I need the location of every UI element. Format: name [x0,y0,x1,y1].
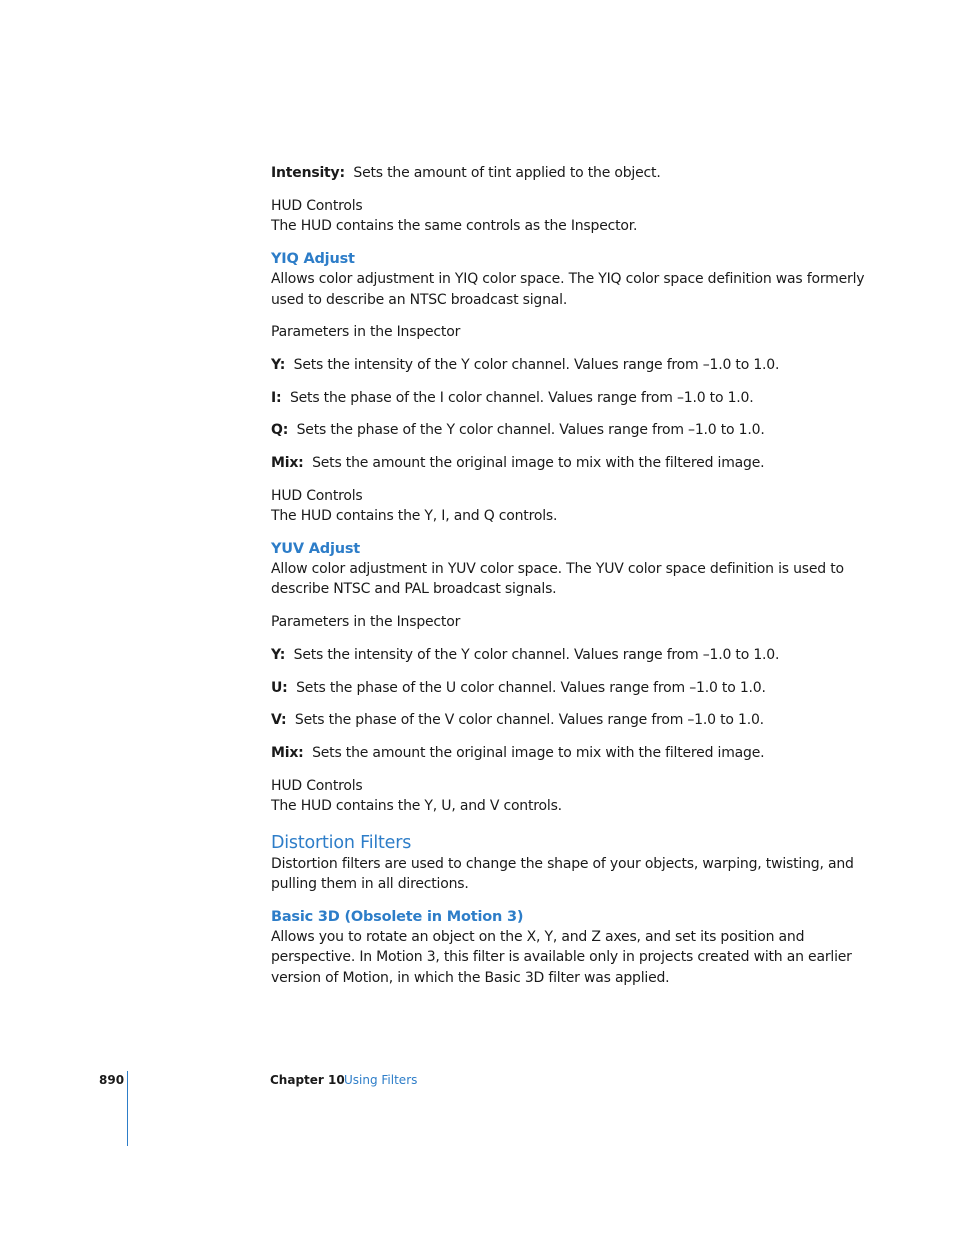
intensity-param [271,163,661,183]
hud-controls-heading: HUD Controls [271,198,363,214]
yuv-desc-line-1: Allow color adjustment in YUV color space. The YUV color space definition is used to [271,561,844,577]
param-desc: Sets the phase of the Y color channel. Values range from –1.0 to 1.0. [296,422,765,438]
basic-3d-heading: Basic 3D (Obsolete in Motion 3) [271,909,524,925]
yiq-desc-line-1: Allows color adjustment in YIQ color space. The YIQ color space definition was formerly [271,271,865,287]
param-desc: Sets the intensity of the Y color channel. Values range from –1.0 to 1.0. [293,357,780,373]
yuv-y-param [271,645,779,665]
yiq-params-heading: Parameters in the Inspector [271,324,461,340]
param-term: U: [271,680,288,696]
param-desc: Sets the amount the original image to mix with the filtered image. [312,745,765,761]
param-desc: Sets the amount the original image to mix with the filtered image. [312,455,765,471]
yuv-adjust-heading: YUV Adjust [271,541,361,557]
yiq-i-param [271,388,753,408]
distortion-desc-line-1: Distortion filters are used to change the shape of your objects, warping, twisting, and [271,856,854,872]
yuv-desc-line-2: describe NTSC and PAL broadcast signals. [271,581,557,597]
param-term: I: [271,390,282,406]
param-term: V: [271,712,287,728]
hud-controls-text: The HUD contains the Y, I, and Q controls. [271,508,558,524]
yiq-q-param [271,420,765,440]
yuv-u-param [271,678,766,698]
hud-controls-heading: HUD Controls [271,488,363,504]
hud-controls-heading: HUD Controls [271,778,363,794]
footer-chapter-label: Chapter 10 [270,1073,345,1087]
footer-divider [127,1071,128,1146]
yuv-params-heading: Parameters in the Inspector [271,614,461,630]
footer-chapter-title: Using Filters [344,1073,418,1087]
yiq-adjust-heading: YIQ Adjust [271,251,355,267]
page-number: 890 [99,1073,125,1087]
param-desc: Sets the intensity of the Y color channel. Values range from –1.0 to 1.0. [293,647,780,663]
param-term: Q: [271,422,289,438]
basic-3d-desc-line-1: Allows you to rotate an object on the X, Y, and Z axes, and set its position and [271,929,805,945]
basic-3d-desc-line-2: perspective. In Motion 3, this filter is available only in projects created with an earlier [271,949,852,965]
distortion-desc-line-2: pulling them in all directions. [271,876,469,892]
param-desc: Sets the amount of tint applied to the object. [353,165,661,181]
param-desc: Sets the phase of the I color channel. Values range from –1.0 to 1.0. [289,390,754,406]
param-desc: Sets the phase of the V color channel. Values range from –1.0 to 1.0. [294,712,764,728]
param-term: Mix: [271,455,304,471]
basic-3d-desc-line-3: version of Motion, in which the Basic 3D filter was applied. [271,970,670,986]
distortion-filters-heading: Distortion Filters [271,833,412,853]
param-term: Y: [271,357,286,373]
yiq-desc-line-2: used to describe an NTSC broadcast signal. [271,292,568,308]
yiq-y-param [271,355,779,375]
hud-controls-text: The HUD contains the Y, U, and V controls. [271,798,562,814]
hud-controls-text: The HUD contains the same controls as the Inspector. [271,218,638,234]
param-term: Mix: [271,745,304,761]
param-desc: Sets the phase of the U color channel. Values range from –1.0 to 1.0. [296,680,766,696]
param-term: Intensity: [271,165,345,181]
yiq-mix-param [271,453,764,473]
param-term: Y: [271,647,286,663]
yuv-mix-param [271,743,764,763]
yuv-v-param [271,710,764,730]
